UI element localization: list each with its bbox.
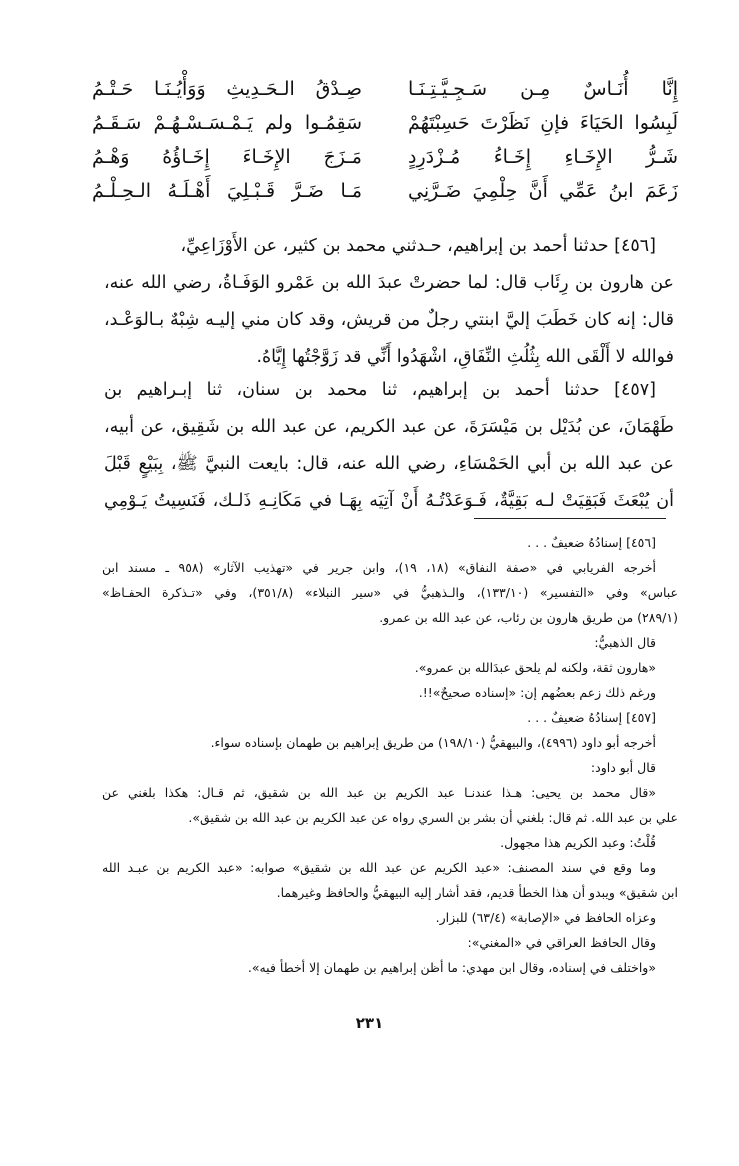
verse-2-first-hemistich: لَبِسُوا الحَيَاءَ فإنِ نَظَرْتَ حَسِبْتَهُمْ bbox=[408, 112, 678, 134]
poem-block bbox=[92, 78, 678, 214]
footnote-line: قُلْتُ: وعبد الكريم هذا مجهول. bbox=[500, 835, 656, 850]
para1-line-2: عن هارون بن رِئَاب قال: لما حضرتْ عبدَ الله بن عَمْرو الوَفَـاةُ، رضي الله عنه، bbox=[104, 273, 674, 293]
hadith-457-paragraph bbox=[104, 372, 674, 520]
footnote-line: ابن شقيق» ويبدو أن هذا الخطأ قديم، فقد أشار إليه البيهقيُّ والحافظ وغيرهما. bbox=[276, 885, 678, 900]
verse-4-second-hemistich: مَـا ضَـرَّ قَـبْـلِيَ أَهْـلَـهُ الـحِـلْـمُ bbox=[92, 180, 362, 202]
footnote-line: عباس» وفي «التفسير» (١٣٣/١٠)، والـذهبيُّ في «سير النبلاء» (٣٥١/٨)، وفي «تـذكرة الحفـاظ» bbox=[102, 585, 678, 600]
footnote-divider bbox=[474, 518, 666, 519]
para2-line-2: طَهْمَانَ، عن بُدَيْل بن مَيْسَرَةَ، عن عبد الكريم، عن عبد الله بن شَقِيق، عن أبيه، bbox=[104, 417, 674, 437]
footnote-line: «هارون ثقة، ولكنه لم يلحق عبدَالله بن عمرو». bbox=[414, 660, 656, 675]
footnote-line: أخرجه أبو داود (٤٩٩٦)، والبيهقيُّ (١٩٨/١٠) من طريق إبراهيم بن طهمان بإسناده سواء. bbox=[210, 735, 656, 750]
para1-line-1: [٤٥٦] حدثنا أحمد بن إبراهيم، حـدثني محمد بن كثير، عن الأَوْزَاعِيِّ، bbox=[180, 236, 656, 256]
verse-4 bbox=[92, 180, 678, 210]
footnote-456-heading: [٤٥٦] إسنادُهُ ضعيفٌ . . . bbox=[527, 535, 656, 550]
footnote-line: (٢٨٩/١) من طريق هارون بن رئاب، عن عبد الله بن عمرو. bbox=[379, 610, 678, 625]
verse-3 bbox=[92, 146, 678, 176]
footnote-line: قال الذهبيُّ: bbox=[594, 635, 656, 650]
footnote-line: أخرجه الفريابي في «صفة النفاق» (١٨، ١٩)، وابن جرير في «تهذيب الآثار» (٩٥٨ ـ مسند ابن bbox=[102, 560, 656, 575]
page-number: ٢٣١ bbox=[355, 1014, 384, 1032]
para1-line-4: فوالله لا أَلْقَى الله بِثُلُثِ النِّفَاقِ، اشْهَدُوا أَنِّي قد زَوَّجْتُها إِيَّاهُ. bbox=[256, 347, 674, 367]
verse-1-first-hemistich: إِنَّا أُنَـاسٌ مِـن سَـجِـيَّـتِـنَـا bbox=[408, 78, 678, 100]
verse-3-first-hemistich: شَـرُّ الإِخَـاءِ إِخَـاءُ مُـزْدَرِدٍ bbox=[408, 146, 678, 168]
hadith-456-paragraph bbox=[104, 228, 674, 376]
footnote-line: ورغم ذلك زعم بعضُهم إن: «إسناده صحيحٌ»!!. bbox=[418, 685, 656, 700]
footnote-line: «قال محمد بن يحيى: هـذا عندنـا عبد الكريم بن عبد الله بن شقيق، ثم قـال: هكذا بلغني عن bbox=[102, 785, 656, 800]
footnote-line: وما وقع في سند المصنف: «عبد الكريم عن عبد الله بن شقيق» صوابه: «عبد الكريم بن عبـد الله bbox=[102, 860, 656, 875]
footnote-457-heading: [٤٥٧] إسنادُهُ ضعيفٌ . . . bbox=[527, 710, 656, 725]
para2-line-3: عن عبد الله بن أبي الحَمْسَاءِ، رضي الله عنه، قال: بايعت النبيَّ ﷺ، بِبَيْعٍ قَبْلَ bbox=[104, 454, 674, 474]
footnotes-block bbox=[102, 530, 678, 980]
footnote-line: وعزاه الحافظ في «الإصابة» (٦٣/٤) للبزار. bbox=[435, 910, 656, 925]
footnote-line: وقال الحافظ العراقي في «المغني»: bbox=[467, 935, 656, 950]
verse-2 bbox=[92, 112, 678, 142]
para1-line-3: قال: إنه كان خَطَبَ إليَّ ابنتي رجلٌ من قريش، وقد كان مني إليـه شِبْهٌ بـالوَعْـد، bbox=[104, 310, 674, 330]
verse-1 bbox=[92, 78, 678, 108]
verse-2-second-hemistich: سَقِمُـوا ولم يَـمْـسَـسْـهُـمْ سَـقَـمُ bbox=[92, 112, 362, 134]
footnote-line: قال أبو داود: bbox=[590, 760, 656, 775]
verse-1-second-hemistich: صِـدْقُ الـحَـدِيثِ وَوَأْيُـنَـا حَـتْـمُ bbox=[92, 78, 362, 100]
verse-4-first-hemistich: زَعَمَ ابنُ عَمِّي أَنَّ حِلْمِيَ ضَـرَّنِي bbox=[408, 180, 678, 202]
para2-line-4: أن يُبْعَثَ فَبَقِيَتْ لـه بَقِيَّةٌ، فَـوَعَدْتُـهُ أَنْ آتِيَه بِهَـا في مَكَانِـهِ ذَلـك، فَنَسِيتُ يَـوْمِي bbox=[104, 491, 674, 511]
para2-line-1: [٤٥٧] حدثنا أحمد بن إبراهيم، ثنا محمد بن سنان، ثنا إبـراهيم بن bbox=[104, 380, 656, 400]
footnote-line: علي بن عبد الله. ثم قال: بلغني أن بشر بن السري رواه عن عبد الكريم بن عبد الله بن شقيق». bbox=[188, 810, 678, 825]
footnote-line: «واختلف في إسناده، وقال ابن مهدي: ما أظن إبراهيم بن طهمان إلا أخطأ فيه». bbox=[247, 960, 656, 975]
verse-3-second-hemistich: مَـزَجَ الإِخَـاءَ إِخَـاؤُهُ وَهْـمُ bbox=[92, 146, 362, 168]
